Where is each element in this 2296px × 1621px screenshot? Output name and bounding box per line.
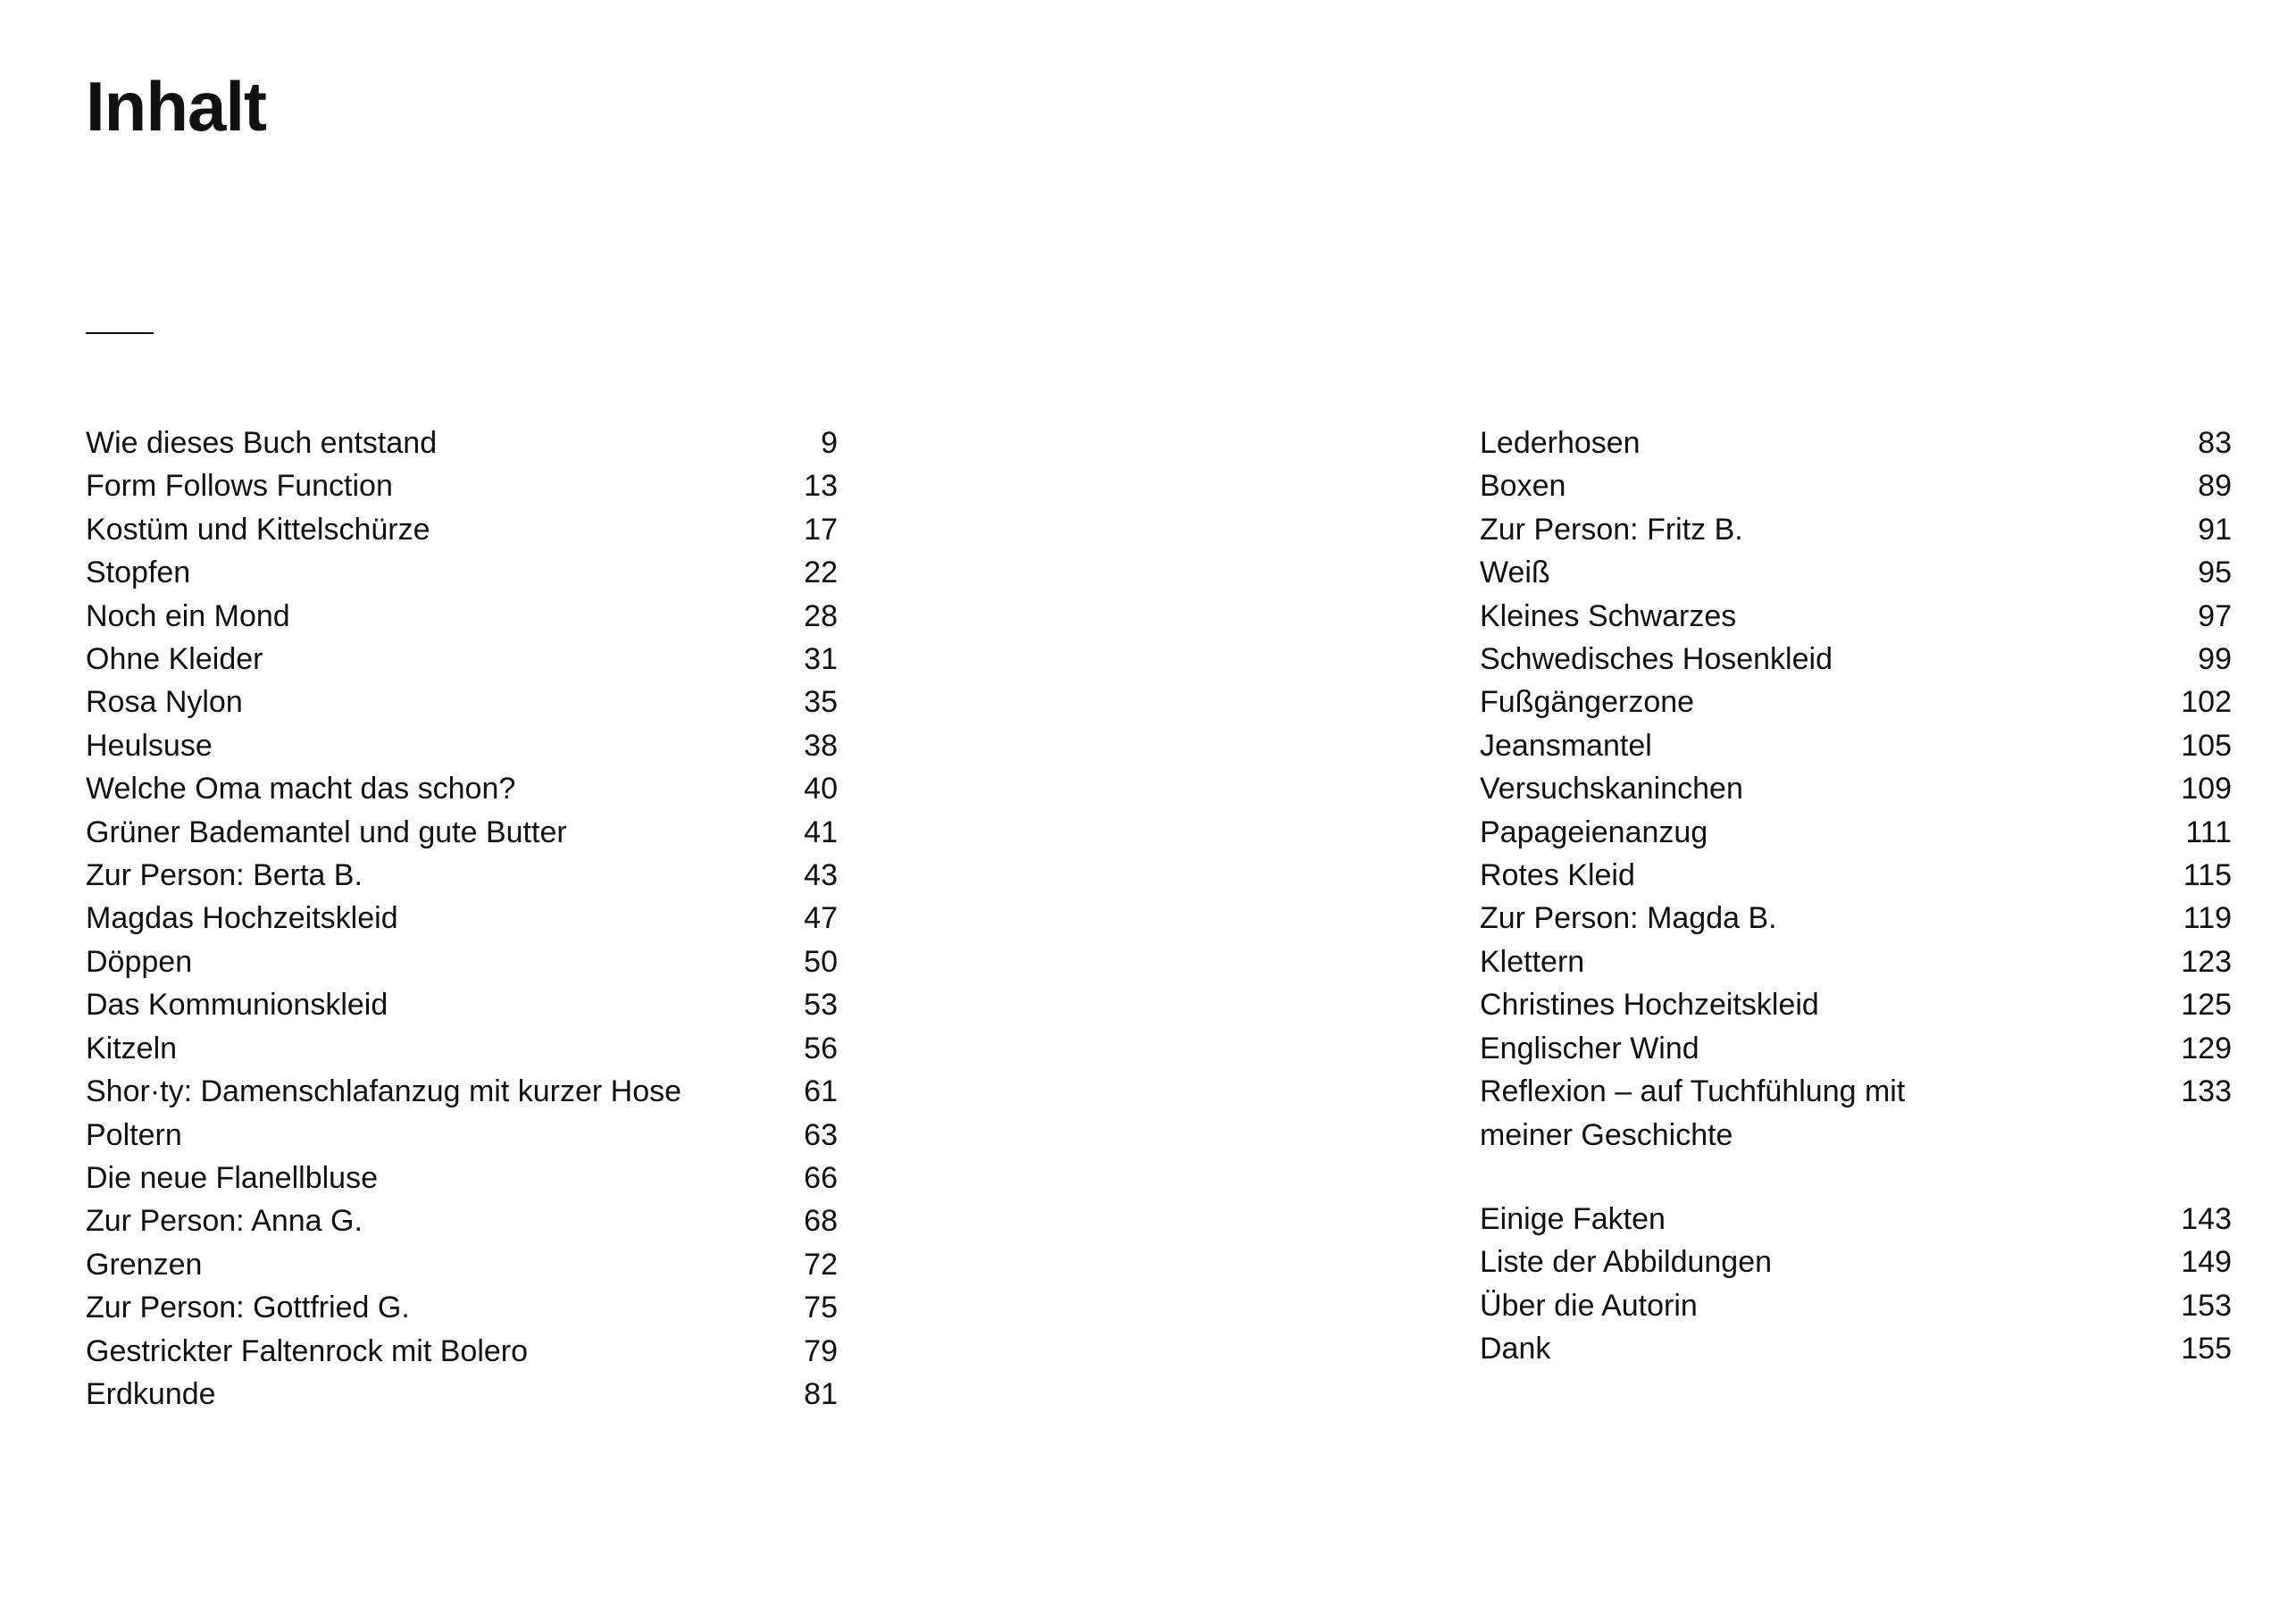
toc-entry [1480,595,2232,638]
toc-entry-title: Das Kommunionskleid [86,988,388,1023]
toc-entry-title: Zur Person: Anna G. [86,1204,363,1239]
toc-entry-title: Döppen [86,944,193,979]
toc-entry-page: 72 [804,1247,838,1282]
toc-entry-page: 91 [2198,512,2232,547]
toc-entry [1480,897,2232,940]
toc-entry-page: 83 [2198,426,2232,460]
toc-entry-title: Welche Oma macht das schon? [86,772,516,806]
toc-entry-title: Shor·ty: Damenschlafanzug mit kurzer Hose [86,1074,682,1109]
toc-entry-title: Schwedisches Hosenkleid [1480,642,1833,677]
toc-entry-title: Versuchskaninchen [1480,772,1743,806]
toc-entry-title: Christines Hochzeitskleid [1480,988,1819,1023]
toc-entry [1480,854,2232,897]
toc-entry [86,508,838,551]
toc-entry-page: 63 [804,1117,838,1152]
toc-entry-title: Magdas Hochzeitskleid [86,901,398,936]
toc-entry-title: Ohne Kleider [86,642,263,677]
toc-entry-page: 53 [804,988,838,1023]
toc-entry [86,767,838,810]
toc-entry-title: Englischer Wind [1480,1031,1699,1065]
toc-entry [1480,638,2232,681]
toc-entry-title: Noch ein Mond [86,598,290,633]
toc-entry-page: 47 [804,901,838,936]
toc-entry-title: Zur Person: Gottfried G. [86,1291,410,1325]
toc-entry-page: 56 [804,1031,838,1065]
toc-entry-page: 50 [804,944,838,979]
toc-entry-title: Form Follows Function [86,469,393,504]
toc-entry [86,1199,838,1242]
toc-entry-page: 99 [2198,642,2232,677]
toc-entry-page: 9 [821,426,838,460]
toc-entry-page: 153 [2181,1288,2232,1323]
toc-entry [86,1114,838,1157]
toc-entry-page: 22 [804,556,838,590]
toc-entry [1480,508,2232,551]
toc-entry-title: Zur Person: Berta B. [86,858,363,893]
toc-entry [1480,1284,2232,1327]
toc-entry-page: 129 [2181,1031,2232,1065]
toc-entry [1480,983,2232,1026]
toc-entry-page: 31 [804,642,838,677]
title-rule [86,332,154,334]
toc-entry [86,595,838,638]
toc-entry-title: Papageienanzug [1480,815,1708,849]
toc-entry-page: 79 [804,1333,838,1368]
toc-entry-page: 115 [2183,858,2232,893]
toc-entry-title: Kleines Schwarzes [1480,598,1737,633]
toc-entry-title: Fußgängerzone [1480,685,1695,720]
toc-entry-page: 35 [804,685,838,720]
toc-entry-title: Zur Person: Fritz B. [1480,512,1743,547]
toc-entry-title: Erdkunde [86,1376,216,1411]
toc-entry [1480,422,2232,464]
toc-entry-page: 109 [2181,772,2232,806]
toc-entry-page: 41 [804,815,838,849]
toc-entry [86,1286,838,1329]
toc-entry-page: 95 [2198,556,2232,590]
toc-entry-page: 102 [2181,685,2232,720]
toc-entry [86,1027,838,1070]
toc-entry-page: 149 [2181,1245,2232,1280]
toc-entry-page: 66 [804,1160,838,1195]
toc-entry [1480,681,2232,723]
toc-entry-title: Lederhosen [1480,426,1641,460]
toc-entry-page: 61 [804,1074,838,1109]
toc-entry [86,422,838,464]
toc-entry [86,983,838,1026]
toc-entry [1480,1241,2232,1283]
toc-entry-title: Boxen [1480,469,1566,504]
toc-entry-page: 119 [2183,901,2232,936]
toc-entry-title: Reflexion – auf Tuchfühlung mit meiner Geschichte [1480,1074,1906,1152]
toc-entry-title: Die neue Flanellbluse [86,1160,378,1195]
toc-entry-title: Zur Person: Magda B. [1480,901,1777,936]
toc-entry [86,854,838,897]
toc-entry [86,811,838,854]
toc-entry-page: 81 [804,1376,838,1411]
toc-entry [1480,551,2232,594]
section-gap [1480,1157,2232,1198]
toc-entry [86,1070,838,1113]
toc-entry [1480,724,2232,767]
toc-entry-title: Jeansmantel [1480,728,1652,763]
toc-entry-title: Stopfen [86,556,191,590]
toc-entry [1480,1070,2232,1157]
toc-entry [1480,811,2232,854]
toc-entry-page: 97 [2198,598,2232,633]
toc-entry [1480,1198,2232,1241]
toc-entry-title: Einige Fakten [1480,1201,1666,1236]
toc-entry [1480,1027,2232,1070]
toc-entry [1480,767,2232,810]
toc-entry [1480,1327,2232,1370]
toc-entry [86,1373,838,1416]
toc-left-column [86,422,838,1416]
toc-right-column [1480,422,2232,1371]
toc-entry-page: 75 [804,1291,838,1325]
toc-entry-page: 28 [804,598,838,633]
toc-entry-title: Kitzeln [86,1031,178,1065]
toc-entry-title: Weiß [1480,556,1550,590]
toc-entry-page: 155 [2181,1332,2232,1366]
toc-entry-page: 111 [2185,815,2232,849]
toc-entry-title: Rosa Nylon [86,685,243,720]
toc-entry [86,681,838,723]
toc-entry-title: Poltern [86,1117,182,1152]
toc-entry-title: Kostüm und Kittelschürze [86,512,430,547]
toc-entry [86,464,838,507]
toc-entry-page: 38 [804,728,838,763]
toc-entry-page: 43 [804,858,838,893]
toc-entry-title: Rotes Kleid [1480,858,1635,893]
toc-entry-title: Grüner Bademantel und gute Butter [86,815,567,849]
toc-entry [86,1243,838,1286]
toc-entry-title: Wie dieses Buch entstand [86,426,438,460]
toc-entry-title: Liste der Abbildungen [1480,1245,1773,1280]
toc-entry [1480,464,2232,507]
toc-entry [86,638,838,681]
toc-entry [1480,940,2232,983]
toc-entry-title: Klettern [1480,944,1585,979]
toc-entry [86,1330,838,1373]
toc-entry-title: Dank [1480,1332,1551,1366]
toc-entry-title: Heulsuse [86,728,213,763]
toc-entry [86,551,838,594]
toc-entry-title: Grenzen [86,1247,203,1282]
toc-entry-page: 68 [804,1204,838,1239]
page-title: Inhalt [86,67,266,146]
toc-entry-title: Über die Autorin [1480,1288,1698,1323]
toc-entry-page: 105 [2181,728,2232,763]
toc-entry-page: 40 [804,772,838,806]
toc-entry-page: 89 [2198,469,2232,504]
toc-entry-page: 13 [804,469,838,504]
toc-entry-page: 125 [2181,988,2232,1023]
toc-entry [86,1157,838,1199]
toc-entry-page: 143 [2181,1201,2232,1236]
toc-entry [86,940,838,983]
toc-entry-page: 133 [2181,1074,2232,1109]
toc-entry-page: 17 [804,512,838,547]
toc-entry-page: 123 [2181,944,2232,979]
toc-entry [86,724,838,767]
toc-entry [86,897,838,940]
toc-entry-title: Gestrickter Faltenrock mit Bolero [86,1333,529,1368]
